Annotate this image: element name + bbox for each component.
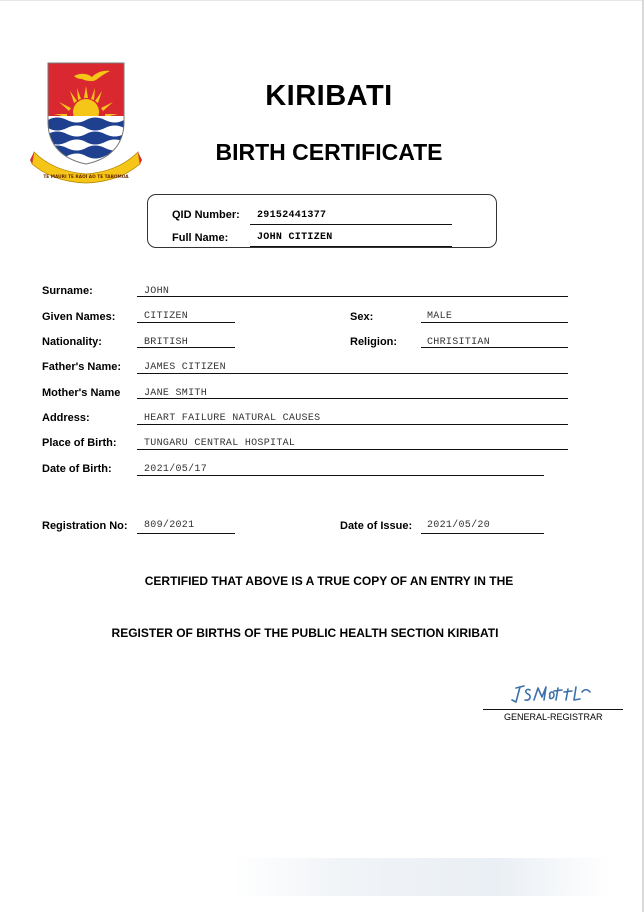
fullname-value: JOHN CITIZEN [257, 232, 333, 243]
surname-value: JOHN [144, 286, 170, 297]
given-names-value: CITIZEN [144, 311, 189, 322]
registration-no-underline [137, 533, 235, 534]
address-underline [137, 424, 568, 425]
fullname-underline [250, 246, 452, 247]
sex-value: MALE [427, 311, 453, 322]
page-top-edge [0, 0, 644, 1]
scan-smudge [232, 858, 612, 896]
date-of-birth-label: Date of Birth: [42, 463, 112, 475]
father-name-underline [137, 373, 568, 374]
country-title: KIRIBATI [265, 80, 393, 112]
mother-name-value: JANE SMITH [144, 388, 208, 399]
address-value: HEART FAILURE NATURAL CAUSES [144, 413, 321, 424]
place-of-birth-underline [137, 449, 568, 450]
date-of-birth-value: 2021/05/17 [144, 464, 208, 475]
place-of-birth-value: TUNGARU CENTRAL HOSPITAL [144, 438, 296, 449]
date-of-issue-value: 2021/05/20 [427, 520, 491, 531]
qid-label: QID Number: [172, 209, 240, 221]
qid-value: 29152441377 [257, 210, 327, 221]
document-title: BIRTH CERTIFICATE [215, 139, 443, 165]
father-name-label: Father's Name: [42, 361, 122, 373]
date-of-issue-label: Date of Issue: [340, 520, 413, 532]
date-of-birth-underline [137, 475, 544, 476]
religion-value: CHRISITIAN [427, 337, 491, 348]
emblem-motto: TE MAURI TE RAOI AO TE TABOMOA [43, 175, 129, 180]
certification-line-2: REGISTER OF BIRTHS OF THE PUBLIC HEALTH SECTION KIRIBATI [111, 626, 499, 640]
registration-no-label: Registration No: [42, 520, 128, 532]
registration-no-value: 809/2021 [144, 520, 195, 531]
address-label: Address: [42, 412, 90, 424]
registrar-signature-icon [510, 680, 592, 706]
surname-label: Surname: [42, 285, 93, 297]
nationality-underline [137, 347, 235, 348]
signature-caption: GENERAL-REGISTRAR [504, 712, 603, 722]
place-of-birth-label: Place of Birth: [42, 437, 117, 449]
sex-underline [421, 322, 568, 323]
surname-underline [137, 296, 568, 297]
qid-underline [250, 224, 452, 225]
fullname-label: Full Name: [172, 232, 229, 244]
mother-name-label: Mother's Name [42, 387, 121, 399]
date-of-issue-underline [421, 533, 544, 534]
father-name-value: JAMES CITIZEN [144, 362, 226, 373]
mother-name-underline [137, 398, 568, 399]
nationality-value: BRITISH [144, 337, 189, 348]
religion-underline [421, 347, 568, 348]
nationality-label: Nationality: [42, 336, 102, 348]
given-names-label: Given Names: [42, 311, 116, 323]
certification-line-1: CERTIFIED THAT ABOVE IS A TRUE COPY OF AN ENTRY IN THE [144, 574, 514, 588]
signature-line [483, 709, 623, 710]
religion-label: Religion: [350, 336, 398, 348]
given-names-underline [137, 322, 235, 323]
sex-label: Sex: [350, 311, 374, 323]
